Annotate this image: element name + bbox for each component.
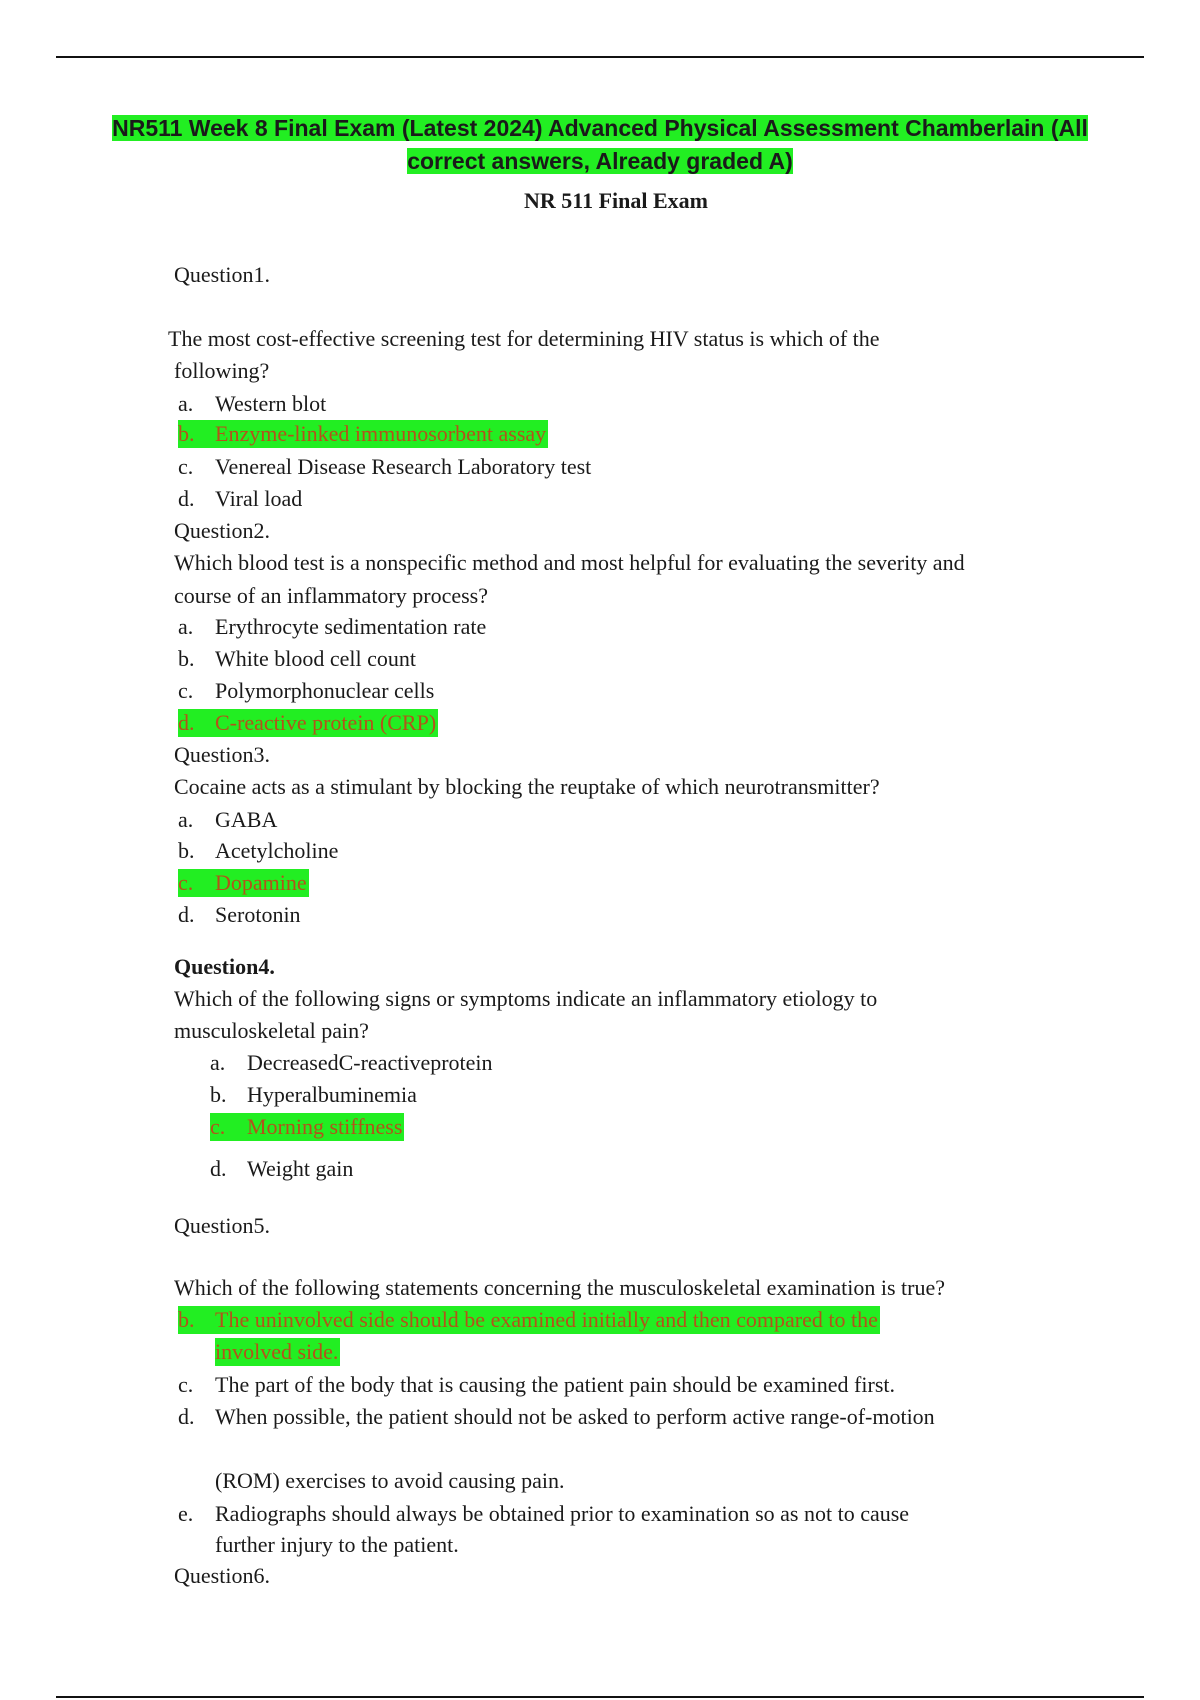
answer-option: c. Polymorphonuclear cells	[178, 678, 435, 703]
answer-option-continuation: (ROM) exercises to avoid causing pain.	[215, 1468, 565, 1493]
answer-option: d. Viral load	[178, 486, 303, 511]
answer-option-correct: d. C-reactive protein (CRP)	[178, 710, 437, 735]
question-stem: Which of the following statements concerning the musculoskeletal examination is true?	[174, 1275, 945, 1300]
answer-option: a. Western blot	[178, 391, 327, 416]
answer-option: d. When possible, the patient should not be asked to perform active range-of-motion	[178, 1404, 935, 1429]
document-title	[80, 112, 1120, 178]
title-line-2: correct answers, Already graded A)	[407, 148, 793, 174]
answer-option-continuation: involved side.	[215, 1339, 339, 1364]
answer-option-correct: b. The uninvolved side should be examined initially and then compared to the	[178, 1307, 878, 1332]
question-stem: musculoskeletal pain?	[174, 1018, 369, 1043]
answer-option: c. The part of the body that is causing the patient pain should be examined first.	[178, 1372, 895, 1397]
answer-option: a. Erythrocyte sedimentation rate	[178, 614, 487, 639]
question-label: Question2.	[174, 518, 270, 543]
answer-option: b. White blood cell count	[178, 646, 416, 671]
answer-option: b. Hyperalbuminemia	[210, 1082, 417, 1107]
answer-option: d. Weight gain	[210, 1156, 354, 1181]
answer-option-continuation: further injury to the patient.	[215, 1532, 459, 1557]
answer-option-correct: b. Enzyme-linked immunosorbent assay	[178, 421, 547, 446]
document-subtitle: NR 511 Final Exam	[524, 188, 708, 213]
answer-option: a. GABA	[178, 807, 278, 832]
question-stem: Cocaine acts as a stimulant by blocking the reuptake of which neurotransmitter?	[174, 774, 880, 799]
question-label: Question6.	[174, 1563, 270, 1588]
answer-option: c. Venereal Disease Research Laboratory test	[178, 454, 592, 479]
question-label: Question4.	[174, 954, 275, 979]
answer-option-correct: c. Dopamine	[178, 870, 307, 895]
answer-option-correct: c. Morning stiffness	[210, 1114, 403, 1139]
answer-option: b. Acetylcholine	[178, 838, 339, 863]
question-stem: Which of the following signs or symptoms indicate an inflammatory etiology to	[174, 986, 878, 1011]
question-label: Question3.	[174, 742, 270, 767]
answer-option: e. Radiographs should always be obtained prior to examination so as not to cause	[178, 1501, 910, 1526]
question-stem: The most cost-effective screening test for determining HIV status is which of the	[168, 326, 880, 351]
question-stem: following?	[174, 358, 270, 383]
title-line-1: NR511 Week 8 Final Exam (Latest 2024) Advanced Physical Assessment Chamberlain (All	[112, 115, 1088, 141]
question-stem: Which blood test is a nonspecific method and most helpful for evaluating the severity and	[174, 550, 965, 575]
bottom-rule	[56, 1696, 1144, 1698]
question-label: Question5.	[174, 1213, 270, 1238]
answer-option: a. DecreasedC-reactiveprotein	[210, 1050, 493, 1075]
top-rule	[56, 56, 1144, 58]
answer-option: d. Serotonin	[178, 902, 301, 927]
question-label: Question1.	[174, 262, 270, 287]
question-stem: course of an inflammatory process?	[174, 583, 488, 608]
